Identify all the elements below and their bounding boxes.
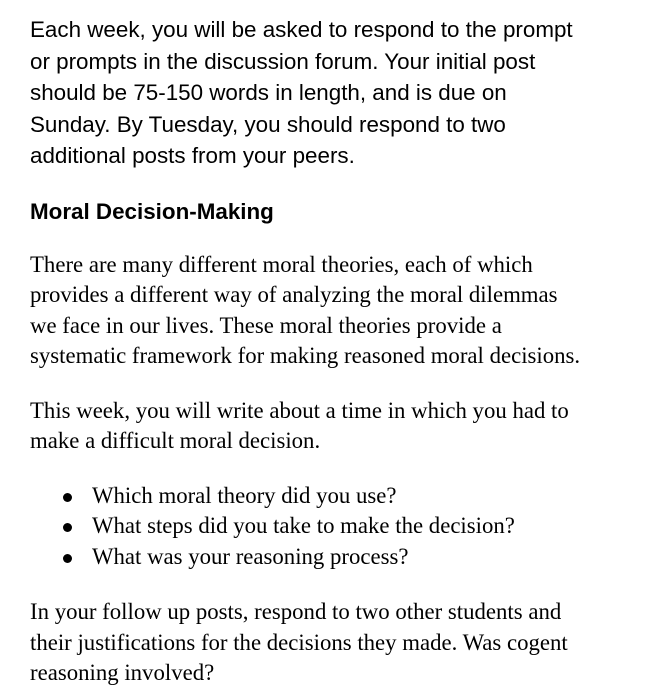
theories-paragraph: There are many different moral theories, each of which provides a different way of analyzing the moral dilemmas we face in our lives. These moral theories provide a systematic framework for making reasoned moral decisions. [30,251,581,368]
section-heading: Moral Decision-Making [30,198,274,224]
intro-paragraph: Each week, you will be asked to respond to the prompt or prompts in the discussion forum. Your initial post should be 75-150 words in length, and is due on Sunday. By Tuesday, you should respond to two additional posts from your peers. [30,17,573,168]
question-text: Which moral theory did you use? [92,482,397,508]
follow-up-paragraph: In your follow up posts, respond to two other students and their justifications for the decisions they made. Was cogent reasoning involved? [30,599,568,685]
list-item [30,511,640,542]
list-item [30,481,640,512]
list-item [30,542,640,573]
bullet-icon [63,554,72,563]
question-text: What was your reasoning process? [92,543,409,569]
assignment-document [30,14,640,689]
question-list [30,481,640,573]
bullet-icon [63,493,72,502]
bullet-icon [63,523,72,532]
question-text: What steps did you take to make the decision? [92,513,515,538]
assignment-paragraph: This week, you will write about a time in which you had to make a difficult moral decision. [30,397,569,453]
